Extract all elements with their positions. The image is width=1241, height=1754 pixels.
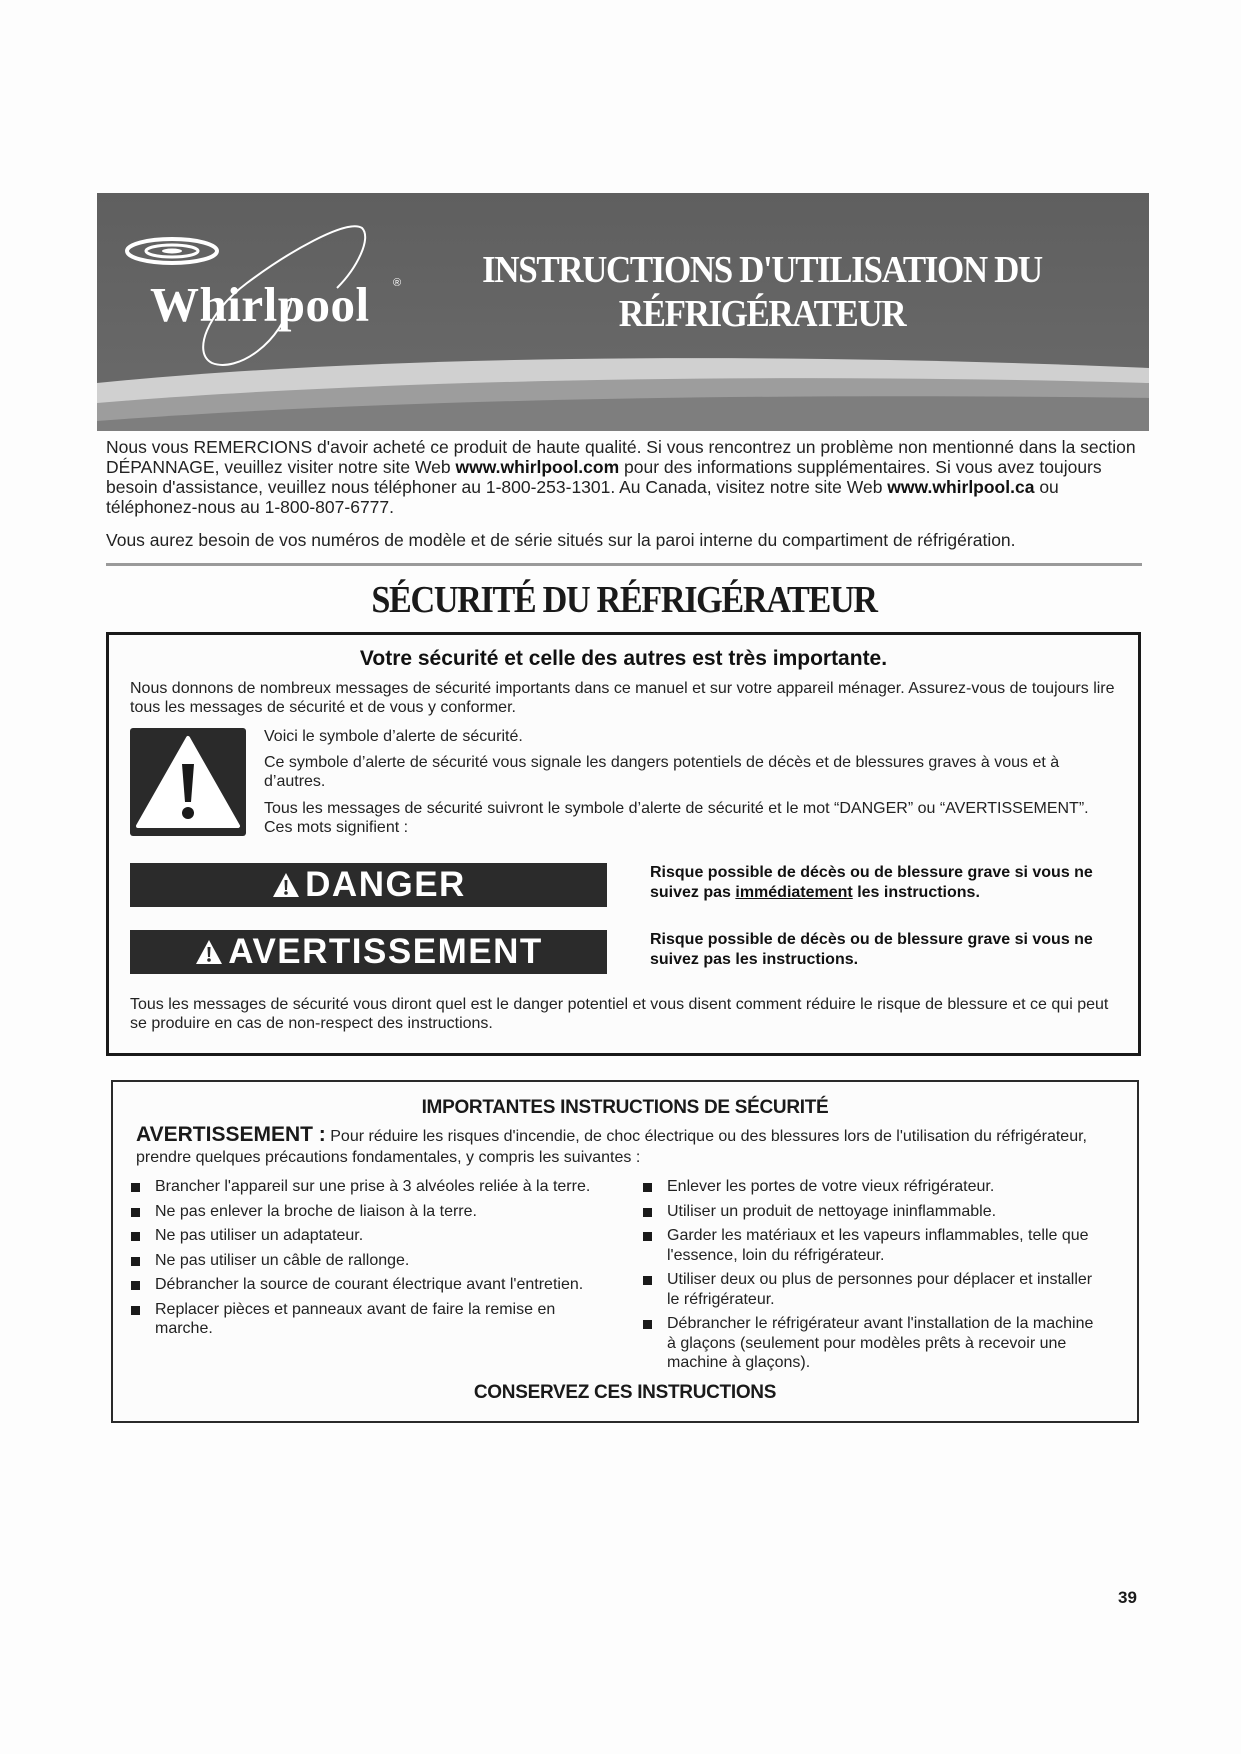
website-link-ca[interactable]: www.whirlpool.ca xyxy=(887,477,1035,497)
list-item-text: Enlever les portes de votre vieux réfrigérateur. xyxy=(667,1178,995,1195)
safety-box xyxy=(106,632,1141,1056)
registered-mark: ® xyxy=(393,277,402,289)
bullet-icon xyxy=(131,1281,140,1290)
instructions-right-list xyxy=(643,1177,1103,1378)
list-item xyxy=(131,1251,591,1271)
list-item-text: Replacer pièces et panneaux avant de faire la remise en marche. xyxy=(155,1300,556,1337)
intro-text: Nous vous REMERCIONS d'avoir acheté ce produit de haute qualité. Si vous rencontrez un problème non mentionné dans la section DÉPANNAGE, veuillez visiter notre site Web xyxy=(106,437,1136,477)
bullet-icon xyxy=(643,1183,652,1192)
list-item-text: Garder les matériaux et les vapeurs inflammables, telle que l'essence, loin du réfrigérateur. xyxy=(667,1227,1089,1264)
intro-text-2: pour des informations supplémentaires. Si vous avez toujours besoin d'assistance, veuillez nous téléphoner au 1-800-253-1301. Au Canada, visitez notre site Web xyxy=(106,457,1102,497)
bullet-icon xyxy=(131,1232,140,1241)
intro-paragraph xyxy=(106,437,1146,517)
danger-desc-text-2: les instructions. xyxy=(852,884,980,901)
document-title xyxy=(454,248,1070,336)
bullet-icon xyxy=(643,1208,652,1217)
important-warning xyxy=(136,1124,1116,1168)
website-link-com[interactable]: www.whirlpool.com xyxy=(455,457,620,477)
danger-label: DANGER xyxy=(305,865,466,904)
list-item xyxy=(643,1226,1103,1265)
warning-label: AVERTISSEMENT xyxy=(228,932,543,971)
title-line-2: RÉFRIGÉRATEUR xyxy=(618,293,906,335)
list-item xyxy=(131,1300,591,1339)
list-item-text: Ne pas enlever la broche de liaison à la terre. xyxy=(155,1202,477,1220)
intro-text-3: ou téléphonez-nous au 1-800-807-6777. xyxy=(106,477,1059,517)
list-item xyxy=(131,1177,591,1197)
list-item xyxy=(643,1202,1103,1222)
list-item-text: Débrancher le réfrigérateur avant l'installation de la machine à glaçons (seulement pour modèles prêts à recevoir une machine à glaçons). xyxy=(667,1315,1094,1371)
list-item-text: Ne pas utiliser un adaptateur. xyxy=(155,1227,364,1244)
list-item xyxy=(131,1275,591,1295)
list-item xyxy=(643,1177,1103,1197)
bullet-icon xyxy=(643,1232,652,1241)
bullet-icon xyxy=(131,1257,140,1266)
title-line-1: INSTRUCTIONS D'UTILISATION DU xyxy=(482,249,1042,291)
safety-footer: Tous les messages de sécurité vous diront quel est le danger potentiel et vous disent comment réduire le risque de blessure et ce qui peut se produire en cas de non-respect des instructions. xyxy=(130,996,1109,1032)
model-number-note: Vous aurez besoin de vos numéros de modèle et de série situés sur la paroi interne du compartiment de réfrigération. xyxy=(106,530,1016,550)
list-item-text: Utiliser deux ou plus de personnes pour déplacer et installer le réfrigérateur. xyxy=(667,1271,1093,1308)
safety-intro: Nous donnons de nombreux messages de sécurité importants dans ce manuel et sur votre appareil ménager. Assurez-vous de toujours lire tous les messages de sécurité et de vous y conformer. xyxy=(130,680,1115,716)
list-item-text: Brancher l'appareil sur une prise à 3 alvéoles reliée à la terre. xyxy=(155,1178,591,1195)
bullet-icon xyxy=(643,1320,652,1329)
list-item xyxy=(131,1226,591,1246)
alert-triangle-icon xyxy=(271,871,301,899)
warning-text: Pour réduire les risques d'incendie, de choc électrique ou des blessures lors de l'utilisation du réfrigérateur, prendre quelques précautions fondamentales, y compris les suivantes : xyxy=(136,1128,1087,1166)
warning-signal-bar xyxy=(130,930,607,974)
bullet-icon xyxy=(643,1276,652,1285)
list-item xyxy=(643,1314,1103,1373)
danger-desc-text: Risque possible de décès ou de blessure grave si vous ne suivez pas xyxy=(650,864,1093,901)
header-banner xyxy=(97,193,1149,431)
list-item-text: Ne pas utiliser un câble de rallonge. xyxy=(155,1251,410,1269)
symbol-description: Ce symbole d’alerte de sécurité vous signale les dangers potentiels de décès et de blessures graves à vous et à d’autres. xyxy=(264,754,1060,790)
signal-words-intro: Tous les messages de sécurité suivront le symbole d’alerte de sécurité et le mot “DANGER” ou “AVERTISSEMENT”. Ces mots signifient : xyxy=(264,800,1089,836)
symbol-line: Voici le symbole d’alerte de sécurité. xyxy=(264,728,523,745)
brand-name: Whirlpool xyxy=(150,277,370,332)
instructions-left-list xyxy=(131,1177,591,1344)
alert-triangle-icon xyxy=(194,938,224,966)
list-item-text: Débrancher la source de courant électrique avant l'entretien. xyxy=(155,1276,584,1293)
danger-description xyxy=(650,863,1140,903)
danger-desc-emphasis: immédiatement xyxy=(735,884,853,901)
safety-subtitle: Votre sécurité et celle des autres est très importante. xyxy=(359,647,888,670)
bullet-icon xyxy=(131,1208,140,1217)
safety-heading: SÉCURITÉ DU RÉFRIGÉRATEUR xyxy=(371,579,877,621)
important-title: IMPORTANTES INSTRUCTIONS DE SÉCURITÉ xyxy=(421,1097,829,1118)
divider xyxy=(106,563,1142,566)
danger-signal-bar xyxy=(130,863,607,907)
whirlpool-logo xyxy=(117,213,407,383)
list-item-text: Utiliser un produit de nettoyage ininflammable. xyxy=(667,1202,997,1220)
bullet-icon xyxy=(131,1306,140,1315)
safety-alert-icon xyxy=(130,728,246,836)
list-item xyxy=(643,1270,1103,1309)
page-number: 39 xyxy=(1118,1588,1137,1607)
warning-description: Risque possible de décès ou de blessure grave si vous ne suivez pas les instructions. xyxy=(650,931,1093,968)
list-item xyxy=(131,1202,591,1222)
keep-instructions-footer: CONSERVEZ CES INSTRUCTIONS xyxy=(473,1382,777,1403)
important-instructions-box xyxy=(111,1080,1139,1423)
bullet-icon xyxy=(131,1183,140,1192)
warning-label: AVERTISSEMENT : xyxy=(136,1123,326,1146)
